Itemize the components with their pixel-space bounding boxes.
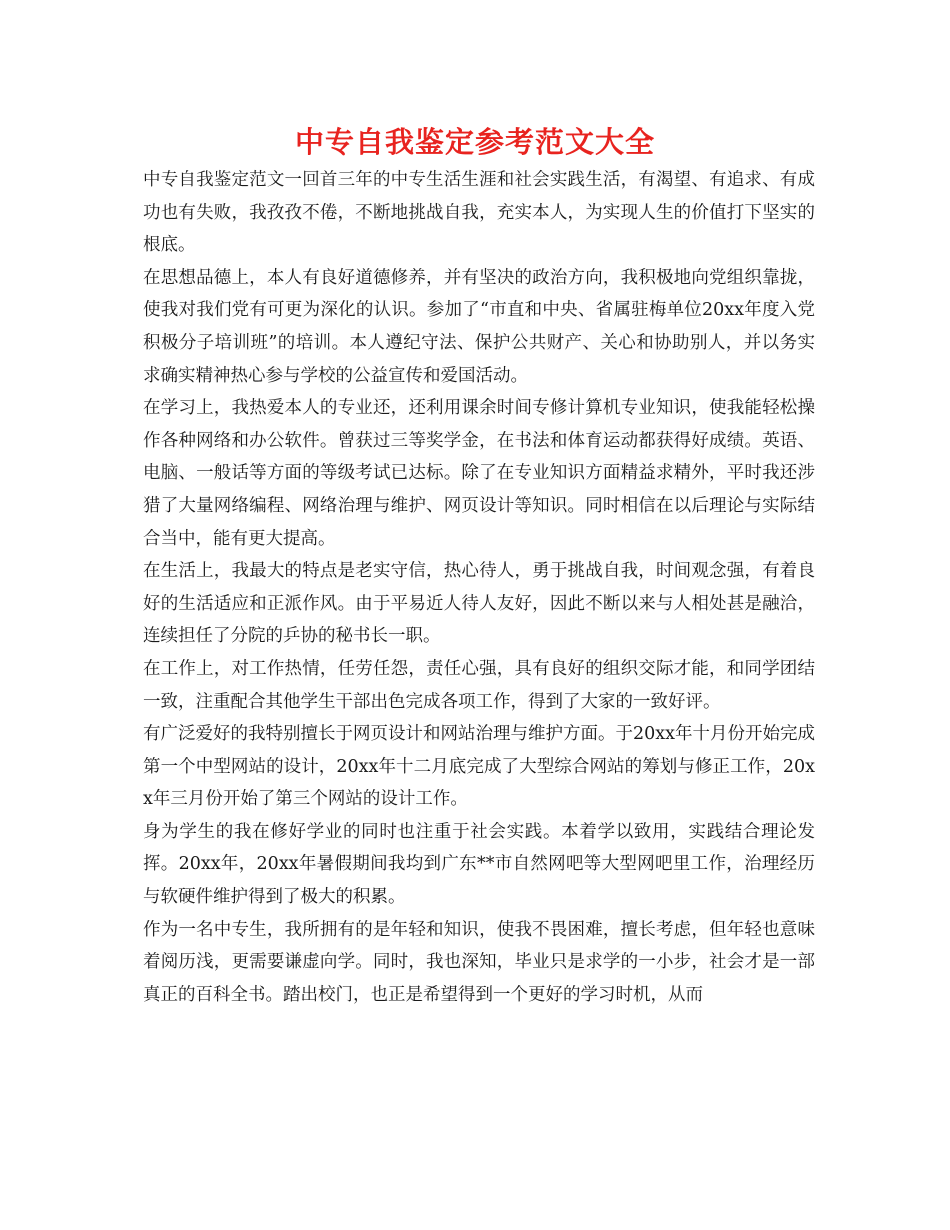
- document-body: [143, 164, 815, 1011]
- paragraph-intro: 中专自我鉴定范文一回首三年的中专生活生涯和社会实践生活，有渴望、有追求、有成功也有失败，我孜孜不倦，不断地挑战自我，充实本人，为实现人生的价值打下坚实的根底。: [143, 170, 815, 256]
- document-title: 中专自我鉴定参考范文大全: [294, 125, 655, 159]
- paragraph-work: 在工作上，对工作热情，任劳任怨，责任心强，具有良好的组织交际才能，和同学团结一致，注重配合其他学生干部出色完成各项工作，得到了大家的一致好评。: [143, 658, 815, 712]
- paragraph-practice: 身为学生的我在修好学业的同时也注重于社会实践。本着学以致用，实践结合理论发挥。20xx年，20xx年暑假期间我均到广东**市自然网吧等大型网吧里工作，治理经历与软硬件维护得到了极大的积累。: [143, 821, 815, 908]
- paragraph-study: 在学习上，我热爱本人的专业还，还利用课余时间专修计算机专业知识，使我能轻松操作各种网络和办公软件。曾获过三等奖学金，在书法和体育运动都获得好成绩。英语、电脑、一般话等方面的等级考试已达标。除了在专业知识方面精益求精外，平时我还涉猎了大量网络编程、网络治理与维护、网页设计等知识。同时相信在以后理论与实际结合当中，能有更大提高。: [143, 398, 815, 549]
- paragraph-morality: 在思想品德上，本人有良好道德修养，并有坚决的政治方向，我积极地向党组织靠拢，使我对我们党有可更为深化的认识。参加了“市直和中央、省属驻梅单位20xx年度入党积极分子培训班”的培训。本人遵纪守法、保护公共财产、关心和协助别人，并以务实求确实精神热心参与学校的公益宣传和爱国活动。: [143, 267, 815, 386]
- paragraph-life: 在生活上，我最大的特点是老实守信，热心待人，勇于挑战自我，时间观念强，有着良好的生活适应和正派作风。由于平易近人待人友好，因此不断以来与人相处甚是融洽，连续担任了分院的乒协的秘书长一职。: [143, 561, 815, 647]
- paragraph-web-design: 有广泛爱好的我特别擅长于网页设计和网站治理与维护方面。于20xx年十月份开始完成第一个中型网站的设计，20xx年十二月底完成了大型综合网站的筹划与修正工作，20xx年三月份开始了第三个网站的设计工作。: [143, 724, 816, 810]
- paragraph-outlook: 作为一名中专生，我所拥有的是年轻和知识，使我不畏困难，擅长考虑，但年轻也意味着阅历浅，更需要谦虚向学。同时，我也深知，毕业只是求学的一小步，社会才是一部真正的百科全书。踏出校门，也正是希望得到一个更好的学习时机，从而: [143, 919, 815, 1005]
